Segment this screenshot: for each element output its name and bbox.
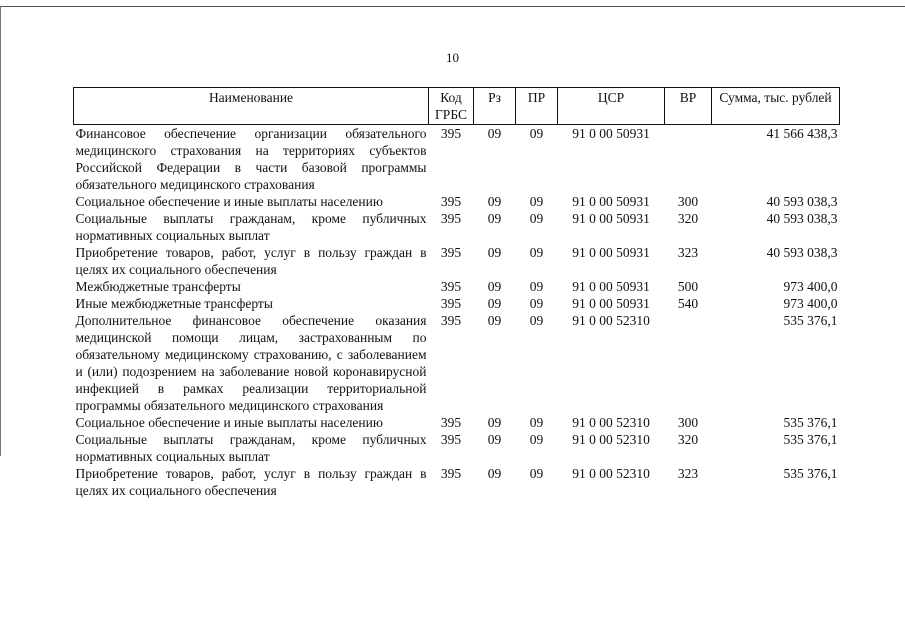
row-grbs: 395 xyxy=(440,211,462,226)
row-pr: 09 xyxy=(529,415,544,430)
row-grbs: 395 xyxy=(440,466,462,481)
row-name: Социальные выплаты гражданам, кроме публичных нормативных социальных выплат xyxy=(75,432,427,464)
row-vr: 320 xyxy=(677,432,699,447)
row-csr: 91 0 00 52310 xyxy=(572,415,650,430)
row-vr: 300 xyxy=(677,194,699,209)
row-rz: 09 xyxy=(487,279,502,294)
header-sum: Сумма, тыс. рублей xyxy=(712,88,840,125)
row-vr: 300 xyxy=(677,415,699,430)
budget-table xyxy=(73,87,840,499)
header-vr: ВР xyxy=(665,88,712,125)
table-row xyxy=(74,465,840,499)
row-vr: 540 xyxy=(677,296,699,311)
row-rz: 09 xyxy=(487,415,502,430)
row-csr: 91 0 00 52310 xyxy=(572,313,650,328)
row-sum: 40 593 038,3 xyxy=(766,211,838,226)
row-csr: 91 0 00 50931 xyxy=(572,296,650,311)
row-grbs: 395 xyxy=(440,432,462,447)
row-rz: 09 xyxy=(487,313,502,328)
row-pr: 09 xyxy=(529,432,544,447)
row-name: Иные межбюджетные трансферты xyxy=(75,296,273,311)
row-pr: 09 xyxy=(529,279,544,294)
table-row xyxy=(74,193,840,210)
row-name: Дополнительное финансовое обеспечение оказания медицинской помощи лицам, застрахованным по обязательному медицинскому страхованию, с заболеванием и (или) подозрением на заболевание новой коронавирусной инфекцией в рамках реализации территориальной программы обязательного медицинского страхования xyxy=(75,313,427,413)
row-pr: 09 xyxy=(529,126,544,141)
row-name: Социальные выплаты гражданам, кроме публичных нормативных социальных выплат xyxy=(75,211,427,243)
row-rz: 09 xyxy=(487,194,502,209)
row-rz: 09 xyxy=(487,245,502,260)
row-csr: 91 0 00 50931 xyxy=(572,211,650,226)
row-name: Социальное обеспечение и иные выплаты населению xyxy=(75,415,383,430)
page-top-border xyxy=(0,6,905,7)
table-row xyxy=(74,244,840,278)
table-body xyxy=(74,125,840,500)
row-sum: 40 593 038,3 xyxy=(766,245,838,260)
row-sum: 41 566 438,3 xyxy=(766,126,838,141)
row-vr xyxy=(665,312,712,414)
row-pr: 09 xyxy=(529,466,544,481)
row-rz: 09 xyxy=(487,466,502,481)
row-sum: 535 376,1 xyxy=(783,415,838,430)
row-pr: 09 xyxy=(529,211,544,226)
header-rz: Рз xyxy=(474,88,516,125)
row-csr: 91 0 00 50931 xyxy=(572,194,650,209)
row-sum: 973 400,0 xyxy=(783,279,838,294)
row-csr: 91 0 00 50931 xyxy=(572,126,650,141)
row-name: Приобретение товаров, работ, услуг в пользу граждан в целях их социального обеспечения xyxy=(75,466,427,498)
header-csr: ЦСР xyxy=(558,88,665,125)
page-left-border xyxy=(0,6,1,456)
table-row xyxy=(74,125,840,194)
row-rz: 09 xyxy=(487,296,502,311)
row-grbs: 395 xyxy=(440,279,462,294)
table-header-row xyxy=(74,88,840,125)
row-pr: 09 xyxy=(529,194,544,209)
row-sum: 40 593 038,3 xyxy=(766,194,838,209)
row-vr: 323 xyxy=(677,245,699,260)
row-csr: 91 0 00 52310 xyxy=(572,466,650,481)
row-pr: 09 xyxy=(529,296,544,311)
row-name: Социальное обеспечение и иные выплаты населению xyxy=(75,194,383,209)
row-vr: 320 xyxy=(677,211,699,226)
row-csr: 91 0 00 50931 xyxy=(572,245,650,260)
row-pr: 09 xyxy=(529,245,544,260)
row-grbs: 395 xyxy=(440,313,462,328)
table-row xyxy=(74,210,840,244)
table-row xyxy=(74,312,840,414)
row-vr: 323 xyxy=(677,466,699,481)
page-number: 10 xyxy=(446,50,459,65)
table-row xyxy=(74,431,840,465)
row-grbs: 395 xyxy=(440,245,462,260)
row-sum: 535 376,1 xyxy=(783,313,838,328)
row-name: Приобретение товаров, работ, услуг в пользу граждан в целях их социального обеспечения xyxy=(75,245,427,277)
table-row xyxy=(74,295,840,312)
row-name: Финансовое обеспечение организации обязательного медицинского страхования на территориях субъектов Российской Федерации в части базовой программы обязательного медицинского страхования xyxy=(75,126,427,192)
row-rz: 09 xyxy=(487,126,502,141)
row-csr: 91 0 00 50931 xyxy=(572,279,650,294)
header-name: Наименование xyxy=(74,88,429,125)
row-grbs: 395 xyxy=(440,415,462,430)
row-vr: 500 xyxy=(677,279,699,294)
row-grbs: 395 xyxy=(440,296,462,311)
header-pr: ПР xyxy=(516,88,558,125)
row-vr xyxy=(665,125,712,194)
header-grbs: Код ГРБС xyxy=(429,88,474,125)
row-pr: 09 xyxy=(529,313,544,328)
row-rz: 09 xyxy=(487,211,502,226)
row-sum: 535 376,1 xyxy=(783,466,838,481)
row-sum: 535 376,1 xyxy=(783,432,838,447)
table-row xyxy=(74,278,840,295)
row-grbs: 395 xyxy=(440,126,462,141)
row-csr: 91 0 00 52310 xyxy=(572,432,650,447)
table-row xyxy=(74,414,840,431)
row-name: Межбюджетные трансферты xyxy=(75,279,241,294)
row-rz: 09 xyxy=(487,432,502,447)
row-grbs: 395 xyxy=(440,194,462,209)
row-sum: 973 400,0 xyxy=(783,296,838,311)
